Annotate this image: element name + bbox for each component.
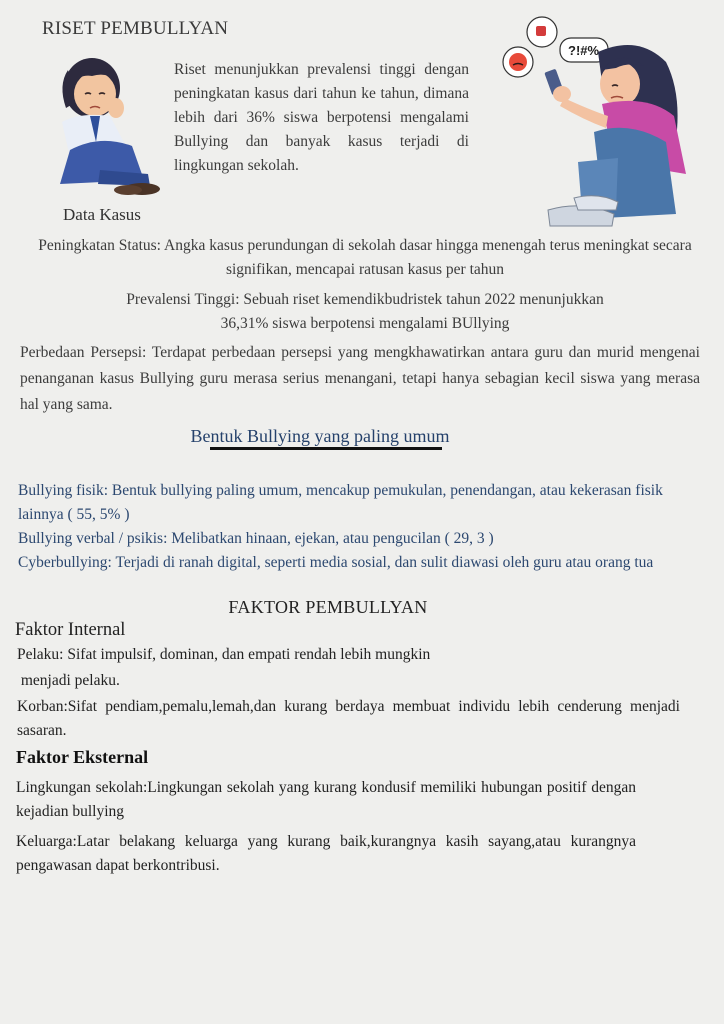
pelaku-line-1: Pelaku: Sifat impulsif, dominan, dan empati rendah lebih mungkin [17,646,431,663]
keluarga-text: Keluarga:Latar belakang keluarga yang kurang baik,kurangnya kasih sayang,atau kurangnya pengawasan dapat berkontribusi. [16,833,636,874]
faktor-heading: FAKTOR PEMBULLYAN [228,597,428,617]
page-title: RISET PEMBULLYAN [42,18,229,39]
prevalensi-tinggi-text [20,288,710,336]
prevalensi-line-2: 36,31% siswa berpotensi mengalami BUllying [220,315,510,332]
bentuk-bullying-list [18,479,708,575]
bentuk-bullying-heading: Bentuk Bullying yang paling umum [190,426,450,446]
perbedaan-persepsi-text: Perbedaan Persepsi: Terdapat perbedaan persepsi yang mengkhawatirkan antara guru dan murid mengenai penanganan kasus Bullying guru merasa serius menangani, tetapi hanya sebagian kecil siswa yang merasa hal yang sama. [20,344,700,413]
faktor-internal-body [17,643,680,745]
prevalensi-line-1: Prevalensi Tinggi: Sebuah riset kemendikbudristek tahun 2022 menunjukkan [126,291,604,308]
data-kasus-caption: Data Kasus [63,205,141,224]
cyberbullying-girl-illustration [498,12,702,234]
peningkatan-status-text: Peningkatan Status: Angka kasus perundungan di sekolah dasar hingga menengah terus meningkat secara signifikan, mencapai ratusan kasus per tahun [38,237,692,278]
intro-paragraph: Riset menunjukkan prevalensi tinggi dengan peningkatan kasus dari tahun ke tahun, dimana lebih dari 36% siswa berpotensi mengalami Bullying dan banyak kasus terjadi di lingkungan sekolah. [174,61,469,174]
korban-text: Korban:Sifat pendiam,pemalu,lemah,dan kurang berdaya membuat individu lebih cenderung menjadi sasaran. [17,698,680,739]
lingkungan-sekolah-text: Lingkungan sekolah:Lingkungan sekolah yang kurang kondusif memiliki hubungan positif dengan kejadian bullying [16,779,636,820]
bullying-fisik-item: Bullying fisik: Bentuk bullying paling umum, mencakup pemukulan, penendangan, atau kekerasan fisik lainnya ( 55, 5% ) [18,482,663,523]
cyberbullying-item: Cyberbullying: Terjadi di ranah digital, seperti media sosial, dan sulit diawasi oleh guru atau orang tua [18,554,654,571]
faktor-eksternal-title: Faktor Eksternal [16,747,149,767]
sad-student-illustration [40,50,170,200]
faktor-eksternal-body [16,776,636,884]
faktor-internal-title: Faktor Internal [15,620,126,640]
heading-underline [210,447,442,450]
bullying-verbal-item: Bullying verbal / psikis: Melibatkan hinaan, ejekan, atau pengucilan ( 29, 3 ) [18,530,494,547]
bubble-text: ?!#% [568,43,600,58]
pelaku-line-2: menjadi pelaku. [17,672,120,689]
